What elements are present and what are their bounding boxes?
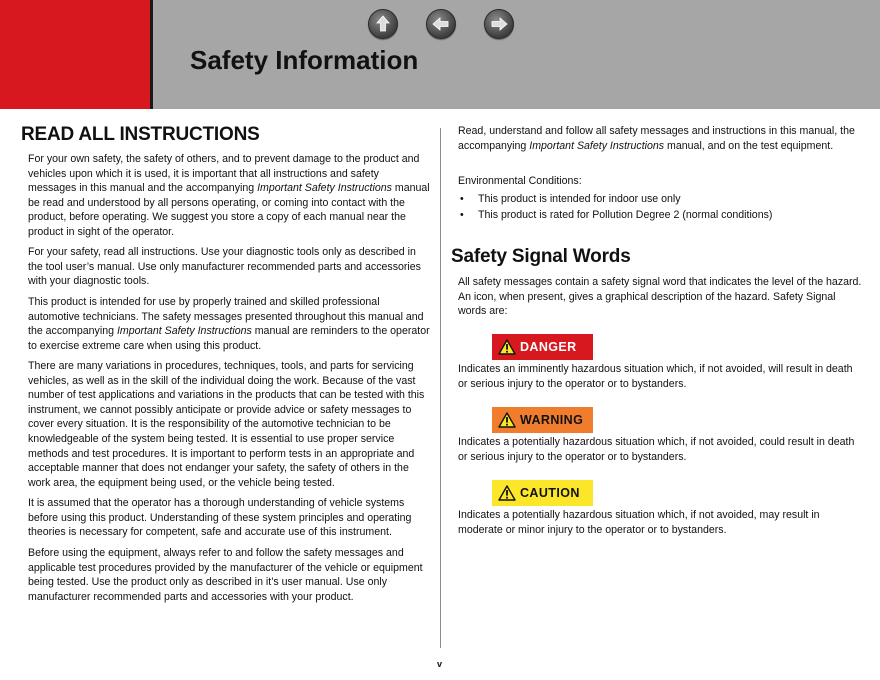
list-item: • This product is intended for indoor use only <box>460 193 681 205</box>
up-arrow-icon <box>373 14 393 34</box>
environmental-conditions-list <box>458 191 858 223</box>
environmental-conditions-label: Environmental Conditions: <box>458 175 582 187</box>
paragraph-before-using: Before using the equipment, always refer to and follow the safety messages and applicable test procedures provided by the manufacturer of the vehicle or equipment being tested. Use the product only as described in it’s user manual. Use only manufacturer recommended parts and accessories with your product. <box>28 547 423 603</box>
page-number: v <box>437 659 443 669</box>
warning-triangle-icon <box>498 339 516 355</box>
warning-triangle-icon <box>498 412 516 428</box>
caution-description: Indicates a potentially hazardous situation which, if not avoided, may result in moderate or minor injury to the operator or to bystanders. <box>458 509 820 536</box>
paragraph-assumed-knowledge: It is assumed that the operator has a thorough understanding of vehicle systems before using this product. Understanding of these system principles and operating theories is necessary for competent, safe and accurate use of this instrument. <box>28 497 412 539</box>
nav-up-button[interactable] <box>368 9 398 39</box>
warning-triangle-icon <box>498 485 516 501</box>
header-divider <box>150 0 153 109</box>
list-item: • This product is rated for Pollution Degree 2 (normal conditions) <box>460 209 773 221</box>
paragraph-signal-intro: All safety messages contain a safety signal word that indicates the level of the hazard. An icon, when present, gives a graphical description of the hazard. Safety Signal words are: <box>458 276 862 318</box>
paragraph-intended-use: This product is intended for use by properly trained and skilled professional automotive technicians. The safety messages presented throughout this manual and the accompanying Important Safety Instructions manual are reminders to the operator to exercise extreme care when using this product. <box>28 296 430 352</box>
warning-signal-label: WARNING <box>492 407 593 433</box>
safety-signal-words-heading: Safety Signal Words <box>451 246 631 267</box>
read-all-instructions-heading: READ ALL INSTRUCTIONS <box>21 124 260 145</box>
danger-signal-label: DANGER <box>492 334 593 360</box>
bullet-icon: • <box>460 209 464 221</box>
brand-block <box>0 0 150 109</box>
nav-forward-button[interactable] <box>484 9 514 39</box>
warning-description: Indicates a potentially hazardous situation which, if not avoided, could result in death or serious injury to the operator or to bystanders. <box>458 436 855 463</box>
page-title: Safety Information <box>190 45 419 75</box>
paragraph-read-instructions: For your safety, read all instructions. Use your diagnostic tools only as described in the tool user’s manual. Use only manufacturer recommended parts and accessories with your diagnostic tools. <box>28 246 421 288</box>
nav-back-button[interactable] <box>426 9 456 39</box>
left-arrow-icon <box>431 14 451 34</box>
caution-signal-label: CAUTION <box>492 480 593 506</box>
bullet-icon: • <box>460 193 464 205</box>
paragraph-own-safety: For your own safety, the safety of others, and to prevent damage to the product and vehicles upon which it is used, it is important that all instructions and safety messages in this manual and the accompanying Important Safety Instructions manual be read and understood by all persons operating, or coming into contact with the product, before operating. We suggest you store a copy of each manual near the product in sight of the operator. <box>28 153 430 238</box>
right-arrow-icon <box>489 14 509 34</box>
paragraph-variations: There are many variations in procedures, techniques, tools, and parts for servicing vehicles, as well as in the skill of the individual doing the work. Because of the vast number of test applications and variations in the products that can be tested with this instrument, we cannot possibly anticipate or provide advice or safety messages to cover every situation. It is the responsibility of the automotive technician to be knowledgeable of the system being tested. It is essential to use proper service methods and test procedures. It is important to perform tests in an appropriate and acceptable manner that does not endanger your safety, the safety of others in the work area, the equipment being used, or the vehicle being tested. <box>28 360 425 489</box>
paragraph-read-understand: Read, understand and follow all safety messages and instructions in this manual, the accompanying Important Safety Instructions manual, and on the test equipment. <box>458 125 855 152</box>
column-divider <box>440 128 441 648</box>
danger-description: Indicates an imminently hazardous situation which, if not avoided, will result in death or serious injury to the operator or to bystanders. <box>458 363 853 390</box>
